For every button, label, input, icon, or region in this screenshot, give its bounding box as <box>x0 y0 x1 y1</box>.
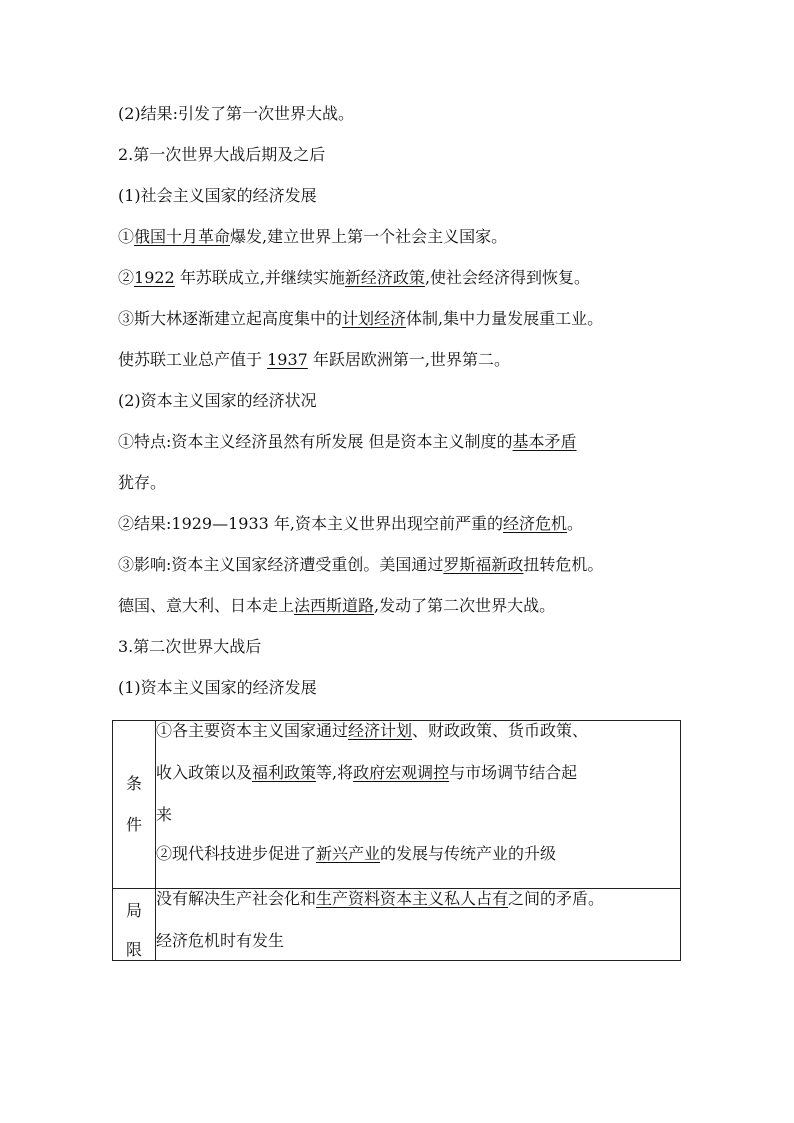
underlined-key-term: 俄国十月革命 <box>134 227 231 246</box>
conditions-content-cell <box>156 721 681 889</box>
underlined-key-term: 法西斯道路 <box>294 596 375 615</box>
text-segment: 犹存。 <box>118 473 167 492</box>
table-text-line <box>156 805 680 825</box>
conditions-header-cell <box>113 721 156 889</box>
text-segment: ①各主要资本主义国家通过 <box>156 721 349 740</box>
text-segment: (2)资本主义国家的经济状况 <box>118 391 317 410</box>
underlined-key-term: 计划经济 <box>342 309 407 328</box>
text-segment: 来 <box>156 805 173 824</box>
text-segment: 等,将 <box>316 763 354 782</box>
text-segment: 体制,集中力量发展重工业。 <box>406 309 604 328</box>
table-row-limitations <box>113 889 681 961</box>
table-row-conditions <box>113 721 681 889</box>
text-segment: (1)资本主义国家的经济发展 <box>118 678 317 697</box>
text-segment: 经济危机时有发生 <box>156 931 285 950</box>
text-segment: 与市场调节结合起 <box>449 763 578 782</box>
table-text-line <box>156 844 680 864</box>
text-segment: 3.第二次世界大战后 <box>118 637 262 656</box>
text-segment: ② <box>118 268 135 287</box>
conditions-header-char: 件 <box>125 815 142 834</box>
paragraph-line <box>118 227 688 247</box>
paragraph-line <box>118 596 688 616</box>
text-segment: 2.第一次世界大战后期及之后 <box>118 145 326 164</box>
paragraph-line <box>118 268 688 288</box>
text-segment: (1)社会主义国家的经济发展 <box>118 186 317 205</box>
paragraph-line <box>118 555 688 575</box>
underlined-key-term: 基本矛盾 <box>512 432 577 451</box>
subsection-heading <box>118 186 688 206</box>
limitations-header-char: 限 <box>125 940 142 959</box>
text-segment: 年苏联成立,并继续实施 <box>174 268 345 287</box>
text-segment: 年跃居欧洲第一,世界第二。 <box>307 350 510 369</box>
underlined-key-term: 新兴产业 <box>316 844 381 863</box>
text-segment: 。 <box>567 514 584 533</box>
text-segment: ①特点:资本主义经济虽然有所发展 但是资本主义制度的 <box>118 432 513 451</box>
limitations-header-char: 局 <box>125 901 142 920</box>
underlined-key-term: 经济危机 <box>503 514 568 533</box>
paragraph-line <box>118 514 688 534</box>
underlined-key-term: 1922 <box>134 268 175 287</box>
table-text-line <box>156 931 680 951</box>
paragraph-line <box>118 104 688 124</box>
text-segment: 使苏联工业总产值于 <box>118 350 268 369</box>
subsection-heading <box>118 678 688 698</box>
underlined-key-term: 经济计划 <box>348 721 413 740</box>
text-segment: 爆发,建立世界上第一个社会主义国家。 <box>230 227 508 246</box>
section-heading <box>118 637 688 657</box>
text-segment: ③影响:资本主义国家经济遭受重创。美国通过 <box>118 555 444 574</box>
text-segment: ②现代科技进步促进了 <box>156 844 317 863</box>
text-segment: ③斯大林逐渐建立起高度集中的 <box>118 309 343 328</box>
section-heading <box>118 145 688 165</box>
table-text-line <box>156 763 680 783</box>
underlined-key-term: 政府宏观调控 <box>353 763 450 782</box>
underlined-key-term: 新经济政策 <box>344 268 425 287</box>
conditions-header-char: 条 <box>125 774 142 793</box>
paragraph-line <box>118 432 688 452</box>
text-segment: (2)结果:引发了第一次世界大战。 <box>118 104 355 123</box>
subsection-heading <box>118 391 688 411</box>
text-segment: 德国、意大利、日本走上 <box>118 596 295 615</box>
paragraph-line <box>118 350 688 370</box>
text-segment: ,发动了第二次世界大战。 <box>374 596 556 615</box>
paragraph-line <box>118 473 688 493</box>
underlined-key-term: 1937 <box>267 350 308 369</box>
table-text-line <box>156 721 680 741</box>
text-segment: 收入政策以及 <box>156 763 253 782</box>
underlined-key-term: 福利政策 <box>252 763 317 782</box>
summary-table <box>112 720 681 961</box>
text-segment: ,使社会经济得到恢复。 <box>424 268 591 287</box>
text-segment: 扭转危机。 <box>523 555 604 574</box>
text-segment: ②结果:1929—1933 年,资本主义世界出现空前严重的 <box>118 514 504 533</box>
text-segment: ① <box>118 227 135 246</box>
table-text-line <box>156 889 680 909</box>
text-segment: 的发展与传统产业的升级 <box>380 844 557 863</box>
limitations-content-cell <box>156 889 681 961</box>
text-segment: 没有解决生产社会化和 <box>156 889 317 908</box>
underlined-key-term: 罗斯福新政 <box>443 555 524 574</box>
underlined-key-term: 生产资料资本主义私人占有 <box>316 889 509 908</box>
limitations-header-cell <box>113 889 156 961</box>
paragraph-line <box>118 309 688 329</box>
text-segment: 、财政政策、货币政策、 <box>412 721 589 740</box>
document-body <box>118 104 688 719</box>
text-segment: 之间的矛盾。 <box>508 889 605 908</box>
